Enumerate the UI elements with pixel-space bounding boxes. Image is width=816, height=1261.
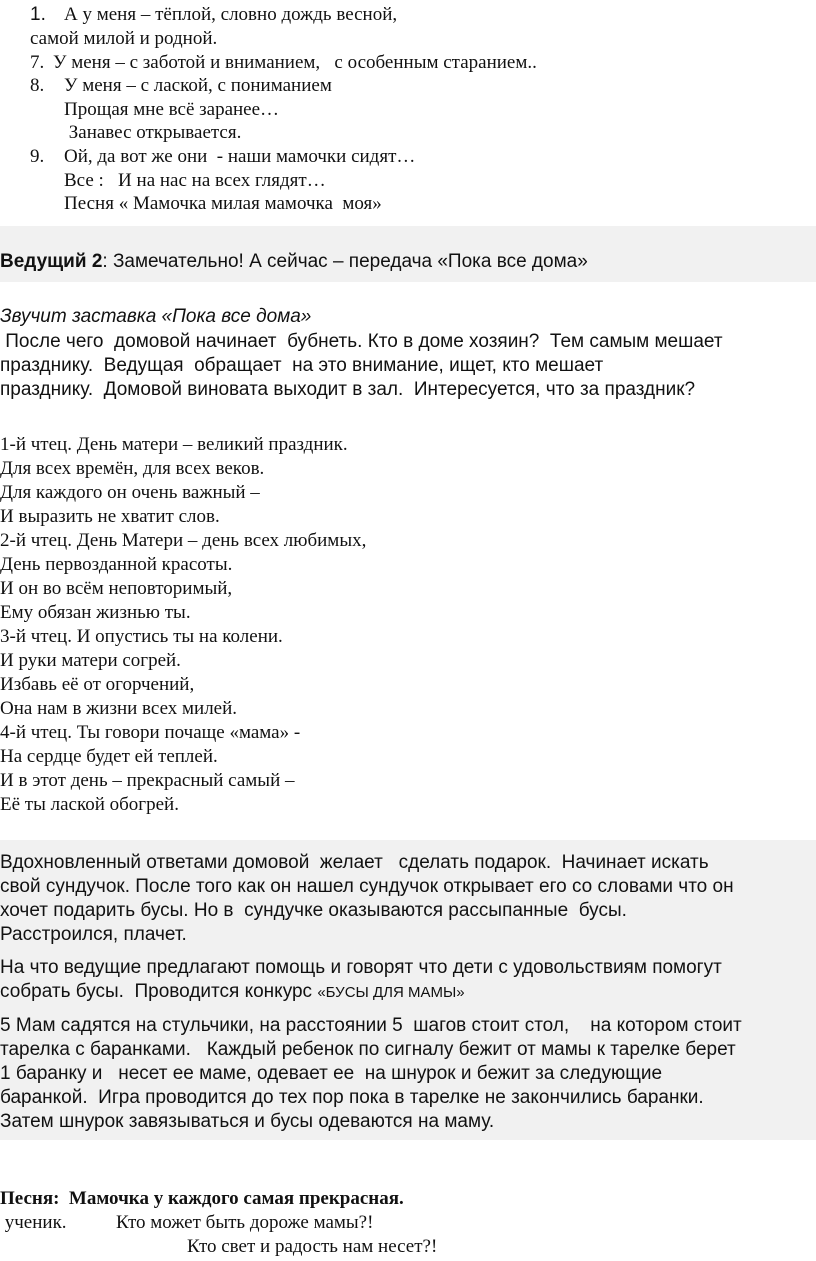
line-number: 9. bbox=[30, 146, 45, 167]
song-line: Ой, да вот же они - наши мамочки сидят… bbox=[64, 146, 416, 167]
poem-line: Избавь её от огорчений, bbox=[0, 674, 195, 695]
para-line: 5 Мам садятся на стульчики, на расстоянии 5 шагов стоит стол, на котором стоит bbox=[0, 1015, 742, 1036]
poem-line: Её ты лаской обогрей. bbox=[0, 794, 179, 815]
para-line: Вдохновленный ответами домовой желает сделать подарок. Начинает искать bbox=[0, 852, 709, 873]
poem-line: И руки матери согрей. bbox=[0, 650, 181, 671]
intro-line: После чего домовой начинает бубнеть. Кто в доме хозяин? Тем самым мешает bbox=[0, 331, 723, 352]
poem-line: Для всех времён, для всех веков. bbox=[0, 458, 265, 479]
song-line: Занавес открывается. bbox=[64, 122, 242, 143]
song-line: Песня « Мамочка милая мамочка моя» bbox=[64, 193, 382, 214]
host-label: Ведущий 2 bbox=[0, 251, 103, 272]
song-line: У меня – с лаской, с пониманием bbox=[64, 75, 332, 96]
poem-line: 4-й чтец. Ты говори почаще «мама» - bbox=[0, 722, 301, 743]
para-line: свой сундучок. После того как он нашел сундучок открывает его со словами что он bbox=[0, 876, 734, 897]
song2-role: ученик. bbox=[0, 1212, 67, 1233]
intro-title: Звучит заставка «Пока все дома» bbox=[0, 306, 312, 327]
para-line: Расстроился, плачет. bbox=[0, 924, 187, 945]
song2-title: Песня: Мамочка у каждого самая прекрасная. bbox=[0, 1188, 404, 1209]
host-text: : Замечательно! А сейчас – передача «Пока все дома» bbox=[102, 251, 588, 272]
para-line: На что ведущие предлагают помощь и говорят что дети с удовольствиям помогут bbox=[0, 957, 722, 978]
song-line: Прощая мне всё заранее… bbox=[64, 99, 280, 120]
song-line: самой милой и родной. bbox=[30, 28, 218, 49]
poem-line: И в этот день – прекрасный самый – bbox=[0, 770, 295, 791]
para-line: Затем шнурок завязываться и бусы одеваются на маму. bbox=[0, 1111, 495, 1132]
song2-line: Кто может быть дороже мамы?! bbox=[116, 1212, 374, 1233]
song-line: У меня – с заботой и вниманием, с особенным старанием.. bbox=[53, 52, 537, 73]
song2-line: Кто свет и радость нам несет?! bbox=[187, 1236, 438, 1257]
song-line: Все : И на нас на всех глядят… bbox=[64, 170, 326, 191]
intro-line: празднику. Ведущая обращает на это внимание, ищет, кто мешает bbox=[0, 355, 604, 376]
para-line: баранкой. Игра проводится до тех пор пока в тарелке не закончились баранки. bbox=[0, 1087, 704, 1108]
line-number: 1. bbox=[30, 4, 46, 25]
host-line bbox=[0, 250, 588, 274]
contest-name: «БУСЫ ДЛЯ МАМЫ» bbox=[317, 984, 465, 1001]
intro-line: празднику. Домовой виновата выходит в зал. Интересуется, что за праздник? bbox=[0, 379, 696, 400]
para-line: хочет подарить бусы. Но в сундучке оказываются рассыпанные бусы. bbox=[0, 900, 627, 921]
line-number: 8. bbox=[30, 75, 45, 96]
line-number: 7. bbox=[30, 52, 45, 73]
song-line: А у меня – тёплой, словно дождь весной, bbox=[64, 4, 398, 25]
poem-line: 3-й чтец. И опустись ты на колени. bbox=[0, 626, 283, 647]
poem-line: На сердце будет ей теплей. bbox=[0, 746, 218, 767]
poem-line: Для каждого он очень важный – bbox=[0, 482, 260, 503]
poem-line: И выразить не хватит слов. bbox=[0, 506, 220, 527]
poem-line: 1-й чтец. День матери – великий праздник. bbox=[0, 434, 348, 455]
poem-line: Она нам в жизни всех милей. bbox=[0, 698, 238, 719]
poem-line: День первозданной красоты. bbox=[0, 554, 233, 575]
para-line: тарелка с баранками. Каждый ребенок по сигналу бежит от мамы к тарелке берет bbox=[0, 1039, 736, 1060]
para-line: собрать бусы. Проводится конкурс «БУСЫ ДЛЯ МАМЫ» bbox=[0, 981, 465, 1002]
poem-line: 2-й чтец. День Матери – день всех любимых, bbox=[0, 530, 367, 551]
poem-line: Ему обязан жизнью ты. bbox=[0, 602, 191, 623]
poem-line: И он во всём неповторимый, bbox=[0, 578, 233, 599]
para-line: 1 баранку и несет ее маме, одевает ее на шнурок и бежит за следующие bbox=[0, 1063, 663, 1084]
